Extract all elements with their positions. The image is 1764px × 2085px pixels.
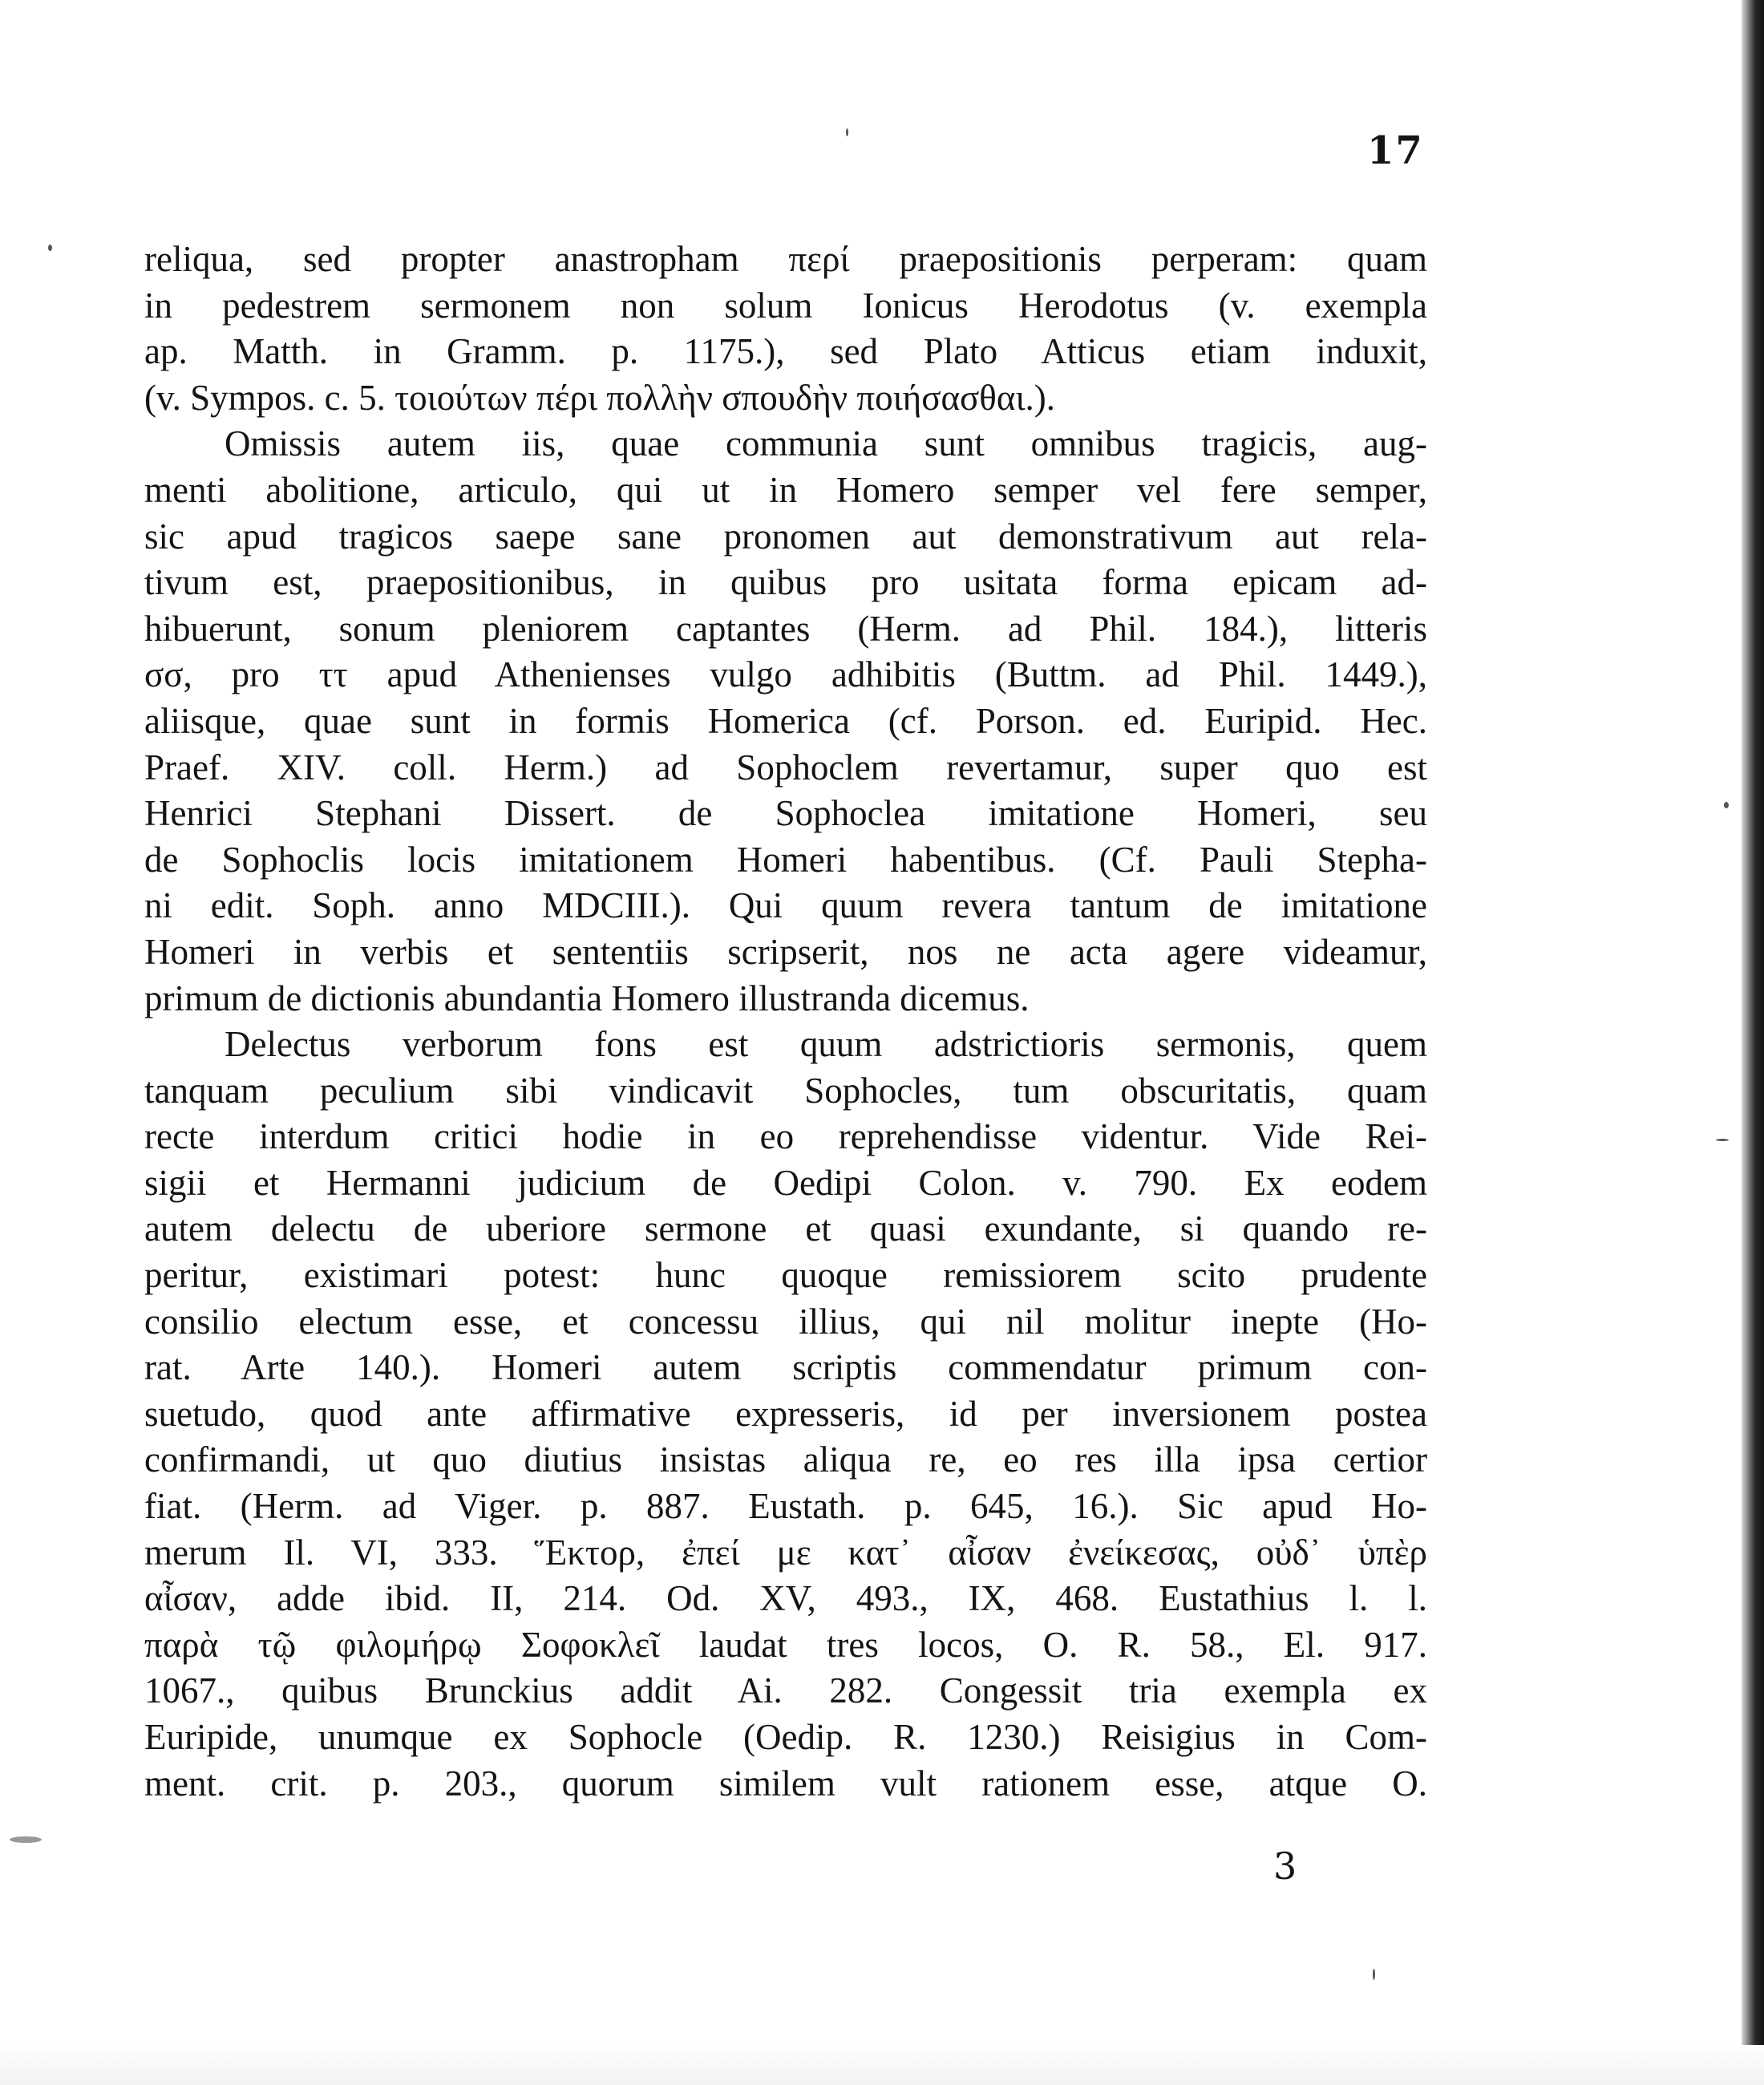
text-line: παρὰ τῷ φιλομήρῳ Σοφοκλεῖ laudat tres locos, O. R. 58., El. 917. [144,1624,1427,1665]
page-number: 17 [1367,128,1424,173]
text-line: recte interdum critici hodie in eo reprehendisse videntur. Vide Rei- [144,1116,1427,1157]
text-line: αἶσαν, adde ibid. II, 214. Od. XV, 493., IX, 468. Eustathius l. l. [144,1578,1427,1619]
text-line: tivum est, praepositionibus, in quibus pro usitata forma epicam ad- [144,562,1427,603]
text-line: suetudo, quod ante affirmative expresseris, id per inversionem postea [144,1393,1427,1434]
text-line: Homeri in verbis et sententiis scripserit, nos ne acta agere videamur, [144,931,1427,972]
text-line: ni edit. Soph. anno MDCIII.). Qui quum revera tantum de imitatione [144,885,1427,926]
scan-speck [48,245,52,251]
text-line: 1067., quibus Brunckius addit Ai. 282. Congessit tria exempla ex [144,1670,1427,1711]
paragraph-start-line: Omissis autem iis, quae communia sunt omnibus tragicis, aug- [225,423,1427,464]
scan-speck [1724,802,1729,808]
text-line: aliisque, quae sunt in formis Homerica (cf. Porson. ed. Euripid. Hec. [144,700,1427,741]
text-line: Henrici Stephani Dissert. de Sophoclea imitatione Homeri, seu [144,793,1427,834]
text-line: (v. Sympos. c. 5. τοιούτων πέρι πολλὴν σπουδὴν ποιήσασθαι.). [144,377,1056,418]
text-line: rat. Arte 140.). Homeri autem scriptis commendatur primum con- [144,1347,1427,1388]
scan-speck [10,1836,42,1843]
scan-speck [1716,1139,1729,1141]
scan-speck [1373,1969,1375,1980]
text-line: in pedestrem sermonem non solum Ionicus Herodotus (v. exempla [144,285,1427,326]
text-line: menti abolitione, articulo, qui ut in Homero semper vel fere semper, [144,469,1427,510]
text-line: reliqua, sed propter anastropham περί praepositionis perperam: quam [144,239,1427,279]
scan-speck [846,128,848,136]
text-line: tanquam peculium sibi vindicavit Sophocles, tum obscuritatis, quam [144,1070,1427,1111]
text-line: ap. Matth. in Gramm. p. 1175.), sed Plato Atticus etiam induxit, [144,331,1427,372]
text-line: ment. crit. p. 203., quorum similem vult rationem esse, atque O. [144,1763,1427,1804]
text-line: Euripide, unumque ex Sophocle (Oedip. R. 1230.) Reisigius in Com- [144,1717,1427,1757]
paragraph-start-line: Delectus verborum fons est quum adstrictioris sermonis, quem [225,1024,1427,1065]
text-line: fiat. (Herm. ad Viger. p. 887. Eustath. p. 645, 16.). Sic apud Ho- [144,1486,1427,1527]
scan-dark-edge [1742,0,1764,2085]
text-line: hibuerunt, sonum pleniorem captantes (Herm. ad Phil. 184.), litteris [144,608,1427,649]
text-line: sic apud tragicos saepe sane pronomen aut demonstrativum aut rela- [144,516,1427,557]
text-line: sigii et Hermanni judicium de Oedipi Colon. v. 790. Ex eodem [144,1162,1427,1203]
text-line: autem delectu de uberiore sermone et quasi exundante, si quando re- [144,1208,1427,1249]
text-line: primum de dictionis abundantia Homero illustranda dicemus. [144,978,1030,1018]
text-line: de Sophoclis locis imitationem Homeri habentibus. (Cf. Pauli Stepha- [144,839,1427,880]
text-line: confirmandi, ut quo diutius insistas aliqua re, eo res illa ipsa certior [144,1439,1427,1480]
scan-bottom-shade [0,2045,1764,2085]
text-line: σσ, pro ττ apud Athenienses vulgo adhibitis (Buttm. ad Phil. 1449.), [144,654,1427,695]
signature-mark: 3 [1273,1844,1297,1888]
text-line: consilio electum esse, et concessu illius, qui nil molitur inepte (Ho- [144,1301,1427,1342]
text-line: Praef. XIV. coll. Herm.) ad Sophoclem revertamur, super quo est [144,747,1427,787]
body-text [144,237,1427,1807]
text-line: peritur, existimari potest: hunc quoque remissiorem scito prudente [144,1255,1427,1296]
text-line: merum Il. VI, 333. Ἕκτορ, ἐπεί με κατ᾽ αἶσαν ἐνείκεσας, οὐδ᾽ ὑπὲρ [144,1532,1427,1573]
